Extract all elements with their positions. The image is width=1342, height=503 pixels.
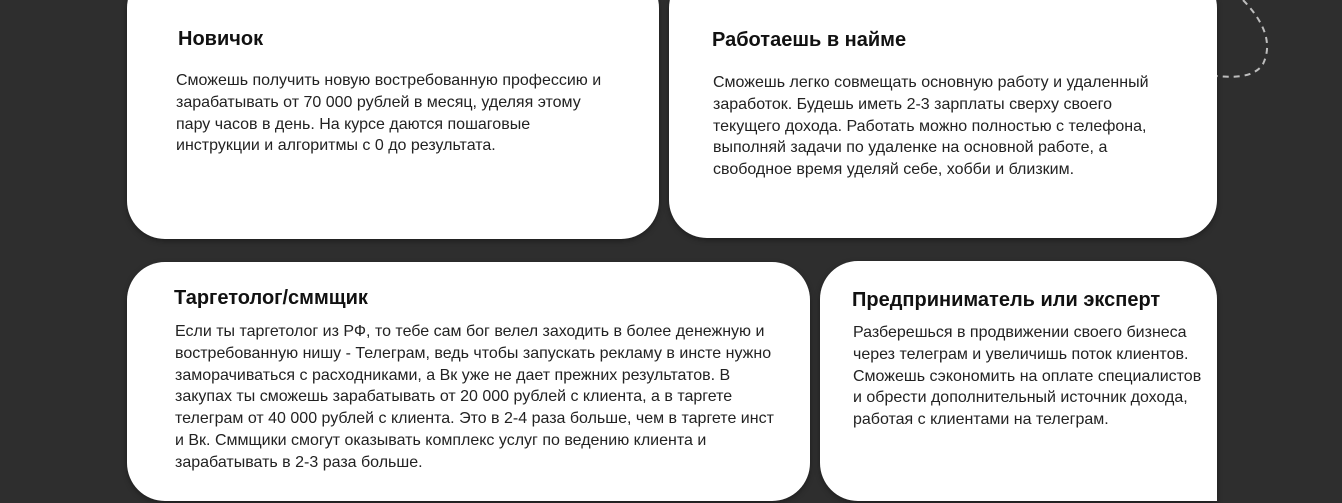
card-title: Работаешь в найме bbox=[712, 29, 907, 51]
audience-card-targetologist bbox=[127, 262, 810, 501]
dashed-arc-decoration bbox=[1205, 0, 1285, 90]
card-title: Таргетолог/сммщик bbox=[174, 287, 368, 309]
audience-card-entrepreneur bbox=[820, 261, 1217, 501]
card-text: Разберешься в продвижении своего бизнеса через телеграм и увеличишь поток клиентов. Сможешь сэкономить на оплате специалистов и обрести дополнительный источник дохода, работая с клиентами на телеграм. bbox=[853, 324, 1202, 429]
card-title: Новичок bbox=[178, 28, 264, 50]
card-title: Предприниматель или эксперт bbox=[852, 289, 1161, 311]
card-text: Если ты таргетолог из РФ, то тебе сам бог велел заходить в более денежную и востребованную нишу - Телеграм, ведь чтобы запускать рекламу в инсте нужно заморачиваться с расходниками, а Вк уже не дает прежних результатов. В закупах ты сможешь зарабатывать от 20 000 рублей с клиента, а в таргете телеграм от 40 000 рублей с клиента. Это в 2-4 раза больше, чем в таргете инст и Вк. Сммщики смогут оказывать комплекс услуг по ведению клиента и зарабатывать в 2-3 раза больше. bbox=[175, 323, 774, 471]
card-text: Сможешь легко совмещать основную работу и удаленный заработок. Будешь иметь 2-3 зарплаты сверху своего текущего дохода. Работать можно полностью с телефона, выполняй задачи по удаленке на основной работе, а свободное время уделяй себе, хобби и близким. bbox=[713, 74, 1149, 179]
card-text: Сможешь получить новую востребованную профессию и зарабатывать от 70 000 рублей в месяц, уделяя этому пару часов в день. На курсе даются пошаговые инструкции и алгоритмы с 0 до результата. bbox=[176, 72, 602, 155]
audience-card-employed bbox=[669, 0, 1217, 238]
audience-card-beginner bbox=[127, 0, 659, 239]
